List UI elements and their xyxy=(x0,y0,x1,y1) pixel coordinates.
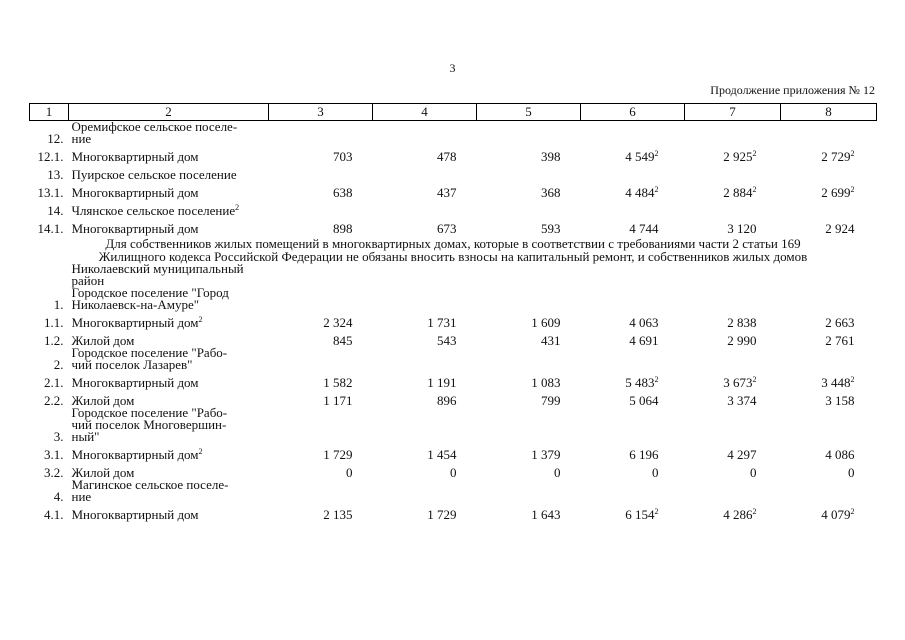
row-number: 2. xyxy=(53,357,64,372)
header-col-6: 6 xyxy=(581,104,685,121)
table-body xyxy=(30,121,877,522)
cell-col-7 xyxy=(685,199,781,217)
cell-col-3: 1 729 xyxy=(323,447,353,462)
section-note xyxy=(30,235,877,263)
cell-col-5: 1 609 xyxy=(531,315,561,330)
footnote-mark: 2 xyxy=(654,507,659,516)
cell-col-7 xyxy=(685,121,781,146)
footnote-mark: 2 xyxy=(752,507,757,516)
cell-col-8 xyxy=(781,347,877,371)
cell-col-4 xyxy=(373,163,477,181)
cell-col-7 xyxy=(685,163,781,181)
cell-col-8 xyxy=(781,163,877,181)
cell-col-4 xyxy=(373,407,477,443)
cell-col-5: 1 379 xyxy=(531,447,561,462)
cell-col-4: 478 xyxy=(437,149,457,164)
cell-col-3 xyxy=(269,163,373,181)
cell-col-5 xyxy=(477,347,581,371)
cell-col-7: 0 xyxy=(750,465,757,480)
cell-col-6: 5 064 xyxy=(629,393,659,408)
row-number: 13. xyxy=(47,167,64,182)
cell-col-6: 6 $154^2$ xyxy=(625,507,659,522)
row-number xyxy=(30,263,69,287)
cell-col-6 xyxy=(581,263,685,287)
cell-col-3: 638 xyxy=(333,185,353,200)
cell-col-4: 1 731 xyxy=(427,315,457,330)
table-header xyxy=(30,104,877,121)
cell-col-8: 3 158 xyxy=(825,393,855,408)
header-col-2: 2 xyxy=(69,104,269,121)
footnote-mark: 2 xyxy=(654,185,659,194)
cell-col-6: 4 744 xyxy=(629,221,659,236)
cell-col-5: 431 xyxy=(541,333,561,348)
table-row xyxy=(30,407,877,443)
cell-col-4 xyxy=(373,263,477,287)
row-name: Жилой дом xyxy=(71,333,135,348)
cell-col-7: 2 990 xyxy=(727,333,757,348)
cell-col-5 xyxy=(477,121,581,146)
cell-col-3: 0 xyxy=(346,465,353,480)
row-name: Многоквартирный дом$^2$ xyxy=(71,315,203,330)
footnote-mark: 2 xyxy=(654,375,659,384)
row-name: Многоквартирный дом xyxy=(71,149,199,164)
cell-col-8: 2 663 xyxy=(825,315,855,330)
row-number: 1. xyxy=(53,297,64,312)
row-name: Городское поселение "Рабо- чий поселок Лазарев" xyxy=(71,345,228,372)
table-row xyxy=(30,163,877,181)
row-number: 12. xyxy=(47,131,64,146)
table-row xyxy=(30,287,877,311)
row-number: 1.2. xyxy=(44,333,64,348)
footnote-mark: 2 xyxy=(850,507,855,516)
cell-col-6 xyxy=(581,163,685,181)
cell-col-8: 4 086 xyxy=(825,447,855,462)
table-row xyxy=(30,121,877,146)
row-number: 3. xyxy=(53,429,64,444)
footnote-mark: 2 xyxy=(850,185,855,194)
table-row xyxy=(30,145,877,163)
footnote-mark: 2 xyxy=(850,149,855,158)
cell-col-5: 1 643 xyxy=(531,507,561,522)
row-name: Николаевский муниципальный район xyxy=(71,261,244,288)
cell-col-3: 2 324 xyxy=(323,315,353,330)
footnote-mark: 2 xyxy=(752,375,757,384)
cell-col-7 xyxy=(685,479,781,503)
row-name: Многоквартирный дом xyxy=(71,221,199,236)
cell-col-6 xyxy=(581,347,685,371)
footnote-mark: 2 xyxy=(654,149,659,158)
cell-col-3: 898 xyxy=(333,221,353,236)
cell-col-5 xyxy=(477,199,581,217)
cell-col-4: 437 xyxy=(437,185,457,200)
cell-col-3 xyxy=(269,407,373,443)
cell-col-5 xyxy=(477,263,581,287)
cell-col-6: 4 $549^2$ xyxy=(625,149,659,164)
page-number: 3 xyxy=(449,61,456,75)
row-name: Многоквартирный дом$^2$ xyxy=(71,447,203,462)
cell-col-5 xyxy=(477,407,581,443)
cell-col-8 xyxy=(781,263,877,287)
cell-col-4: 543 xyxy=(437,333,457,348)
cell-col-7: 4 297 xyxy=(727,447,757,462)
cell-col-7: 3 374 xyxy=(727,393,757,408)
tariff-table xyxy=(29,103,877,521)
row-number: 13.1. xyxy=(37,185,64,200)
header-col-4: 4 xyxy=(373,104,477,121)
cell-col-4: 1 454 xyxy=(427,447,457,462)
footnote-mark: 2 xyxy=(752,149,757,158)
cell-col-4: 1 191 xyxy=(427,375,457,390)
continuation-caption: Продолжение приложения № 12 xyxy=(710,83,875,97)
cell-col-8: 3 $448^2$ xyxy=(821,375,855,390)
row-number: 14.1. xyxy=(37,221,64,236)
row-number: 1.1. xyxy=(44,315,64,330)
cell-col-6: 4 $484^2$ xyxy=(625,185,659,200)
row-name: Городское поселение "Город Николаевск-на-Амуре" xyxy=(71,285,229,312)
header-col-8: 8 xyxy=(781,104,877,121)
note-line-1: Для собственников жилых помещений в многоквартирных домах, которые в соответствии с требованиями части 2 статьи 169 xyxy=(105,236,801,251)
cell-col-8 xyxy=(781,121,877,146)
cell-col-4: 896 xyxy=(437,393,457,408)
cell-col-5: 398 xyxy=(541,149,561,164)
table-row xyxy=(30,263,877,287)
row-name: Жилой дом xyxy=(71,393,135,408)
cell-col-3 xyxy=(269,121,373,146)
row-name: Пуирское сельское поселение xyxy=(71,167,237,182)
cell-col-8: 2 $699^2$ xyxy=(821,185,855,200)
row-name: Члянское сельское поселение$^2$ xyxy=(71,203,240,218)
header-col-3: 3 xyxy=(269,104,373,121)
cell-col-4 xyxy=(373,347,477,371)
row-name: Многоквартирный дом xyxy=(71,185,199,200)
row-number: 3.1. xyxy=(44,447,64,462)
row-number: 2.1. xyxy=(44,375,64,390)
row-name: Многоквартирный дом xyxy=(71,375,199,390)
cell-col-6 xyxy=(581,287,685,311)
table-row xyxy=(30,181,877,199)
row-name: Магинское сельское поселе- ние xyxy=(71,477,229,504)
cell-col-7: 2 $925^2$ xyxy=(723,149,757,164)
cell-col-4 xyxy=(373,287,477,311)
cell-col-4 xyxy=(373,121,477,146)
cell-col-6: 4 063 xyxy=(629,315,659,330)
cell-col-7: 4 $286^2$ xyxy=(723,507,757,522)
cell-col-7 xyxy=(685,287,781,311)
cell-col-7: 2 $884^2$ xyxy=(723,185,757,200)
cell-col-7 xyxy=(685,347,781,371)
cell-col-3: 2 135 xyxy=(323,507,353,522)
footnote-mark: 2 xyxy=(752,185,757,194)
cell-col-6: 4 691 xyxy=(629,333,659,348)
cell-col-6 xyxy=(581,121,685,146)
cell-col-5 xyxy=(477,287,581,311)
cell-col-7: 3 120 xyxy=(727,221,757,236)
cell-col-6: 5 $483^2$ xyxy=(625,375,659,390)
cell-col-3 xyxy=(269,287,373,311)
cell-col-4 xyxy=(373,479,477,503)
cell-col-5: 799 xyxy=(541,393,561,408)
cell-col-3: 1 171 xyxy=(323,393,353,408)
cell-col-7: 3 $673^2$ xyxy=(723,375,757,390)
row-name: Многоквартирный дом xyxy=(71,507,199,522)
table-row xyxy=(30,371,877,389)
table-row xyxy=(30,503,877,521)
table-row xyxy=(30,199,877,217)
cell-col-5: 0 xyxy=(554,465,561,480)
cell-col-5: 368 xyxy=(541,185,561,200)
cell-col-8: 2 $729^2$ xyxy=(821,149,855,164)
cell-col-3: 703 xyxy=(333,149,353,164)
header-col-5: 5 xyxy=(477,104,581,121)
table-row xyxy=(30,217,877,235)
cell-col-6: 0 xyxy=(652,465,659,480)
table-row xyxy=(30,311,877,329)
cell-col-8 xyxy=(781,287,877,311)
row-name: Оремифское сельское поселе- ние xyxy=(71,119,238,146)
table-row xyxy=(30,347,877,371)
cell-col-6 xyxy=(581,479,685,503)
cell-col-3 xyxy=(269,479,373,503)
row-name: Городское поселение "Рабо- чий поселок Многовершин- ный" xyxy=(71,405,228,444)
header-col-1: 1 xyxy=(30,104,69,121)
footnote-mark: 2 xyxy=(235,203,240,212)
cell-col-5: 1 083 xyxy=(531,375,561,390)
cell-col-7 xyxy=(685,263,781,287)
row-number: 4.1. xyxy=(44,507,64,522)
cell-col-4: 0 xyxy=(450,465,457,480)
cell-col-8 xyxy=(781,479,877,503)
table-row xyxy=(30,443,877,461)
cell-col-4: 673 xyxy=(437,221,457,236)
header-col-7: 7 xyxy=(685,104,781,121)
row-number: 2.2. xyxy=(44,393,64,408)
footnote-mark: 2 xyxy=(850,375,855,384)
cell-col-3 xyxy=(269,347,373,371)
cell-col-8: 2 761 xyxy=(825,333,855,348)
note-line-2: Жилищного кодекса Российской Федерации не обязаны вносить взносы на капитальный ремонт, и собственников жилых домов xyxy=(98,249,808,264)
cell-col-8 xyxy=(781,199,877,217)
cell-col-6 xyxy=(581,407,685,443)
cell-col-3: 845 xyxy=(333,333,353,348)
row-name: Жилой дом xyxy=(71,465,135,480)
row-number: 14. xyxy=(47,203,64,218)
cell-col-8: 4 $079^2$ xyxy=(821,507,855,522)
row-number: 4. xyxy=(53,489,64,504)
row-number: 12.1. xyxy=(37,149,64,164)
cell-col-7 xyxy=(685,407,781,443)
cell-col-6 xyxy=(581,199,685,217)
footnote-mark: 2 xyxy=(198,447,203,456)
cell-col-8: 0 xyxy=(848,465,855,480)
cell-col-3: 1 582 xyxy=(323,375,353,390)
cell-col-3 xyxy=(269,199,373,217)
cell-col-5 xyxy=(477,163,581,181)
cell-col-3 xyxy=(269,263,373,287)
cell-col-4 xyxy=(373,199,477,217)
cell-col-5: 593 xyxy=(541,221,561,236)
row-number: 3.2. xyxy=(44,465,64,480)
note-row xyxy=(30,235,877,263)
cell-col-8 xyxy=(781,407,877,443)
cell-col-8: 2 924 xyxy=(825,221,855,236)
cell-col-4: 1 729 xyxy=(427,507,457,522)
cell-col-7: 2 838 xyxy=(727,315,757,330)
table-row xyxy=(30,479,877,503)
cell-col-5 xyxy=(477,479,581,503)
cell-col-6: 6 196 xyxy=(629,447,659,462)
footnote-mark: 2 xyxy=(198,315,203,324)
